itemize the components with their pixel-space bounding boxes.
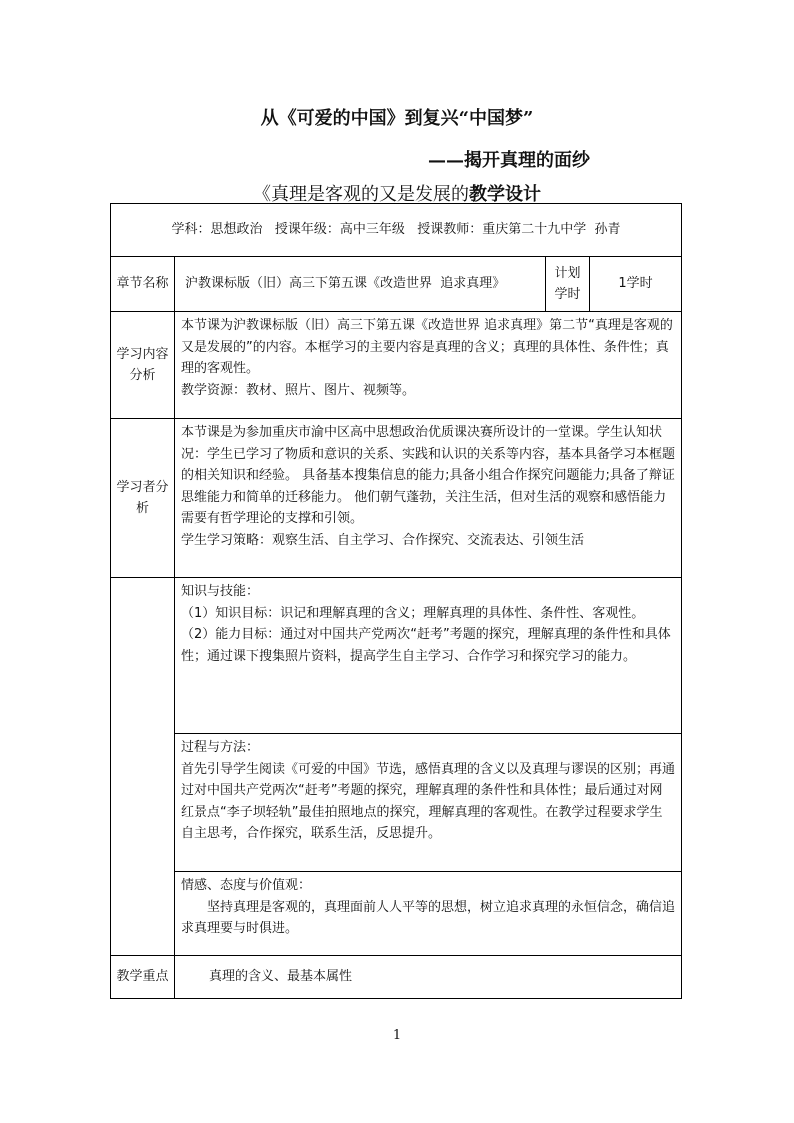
page-number: 1 bbox=[392, 1028, 402, 1043]
learner-strategy-text: 学生学习策略：观察生活、自主学习、合作探究、交流表达、引领生活 bbox=[181, 532, 585, 548]
focus-label: 教学重点 bbox=[111, 956, 175, 998]
info-row bbox=[111, 204, 681, 257]
lesson-title-text: 《真理是客观的又是发展的 bbox=[253, 184, 469, 205]
process-block bbox=[175, 734, 681, 872]
knowledge-objective-1: （1）知识目标：识记和理解真理的含义；理解真理的具体性、条件性、客观性。 bbox=[181, 605, 645, 621]
plan-hours-label: 计划学时 bbox=[546, 257, 590, 311]
learner-analysis-cell bbox=[175, 419, 681, 577]
knowledge-objective-2: （2）能力目标：通过对中国共产党两次“赶考”考题的探究，理解真理的条件性和具体性；通过课下搜集照片资料，提高学生自主学习、合作学习和探究学习的能力。 bbox=[181, 627, 671, 664]
objectives-label bbox=[111, 578, 175, 955]
chapter-label: 章节名称 bbox=[111, 257, 175, 311]
learner-analysis-row bbox=[111, 419, 681, 578]
emotion-title: 情感、态度与价值观： bbox=[181, 878, 312, 893]
chapter-row bbox=[111, 257, 681, 312]
knowledge-title: 知识与技能： bbox=[181, 584, 260, 599]
learner-analysis-label: 学习者分析 bbox=[111, 419, 175, 577]
emotion-text: 坚持真理是客观的，真理面前人人平等的思想，树立追求真理的永恒信念，确信追求真理要与时俱进。 bbox=[181, 899, 676, 936]
chapter-value: 沪教课标版（旧）高三下第五课《改造世界 追求真理》 bbox=[175, 257, 546, 311]
content-analysis-resources: 教学资源：教材、照片、图片、视频等。 bbox=[181, 382, 416, 398]
emotion-block bbox=[175, 872, 681, 955]
objectives-row bbox=[111, 578, 681, 956]
info-text: 学科：思想政治 授课年级：高中三年级 授课教师：重庆第二十九中学 孙青 bbox=[171, 222, 621, 238]
process-title: 过程与方法： bbox=[181, 740, 260, 755]
document-title: 从《可爱的中国》到复兴“中国梦” bbox=[260, 108, 534, 129]
document-subtitle: ——揭开真理的面纱 bbox=[428, 150, 590, 171]
content-analysis-text: 本节课为沪教课标版（旧）高三下第五课《改造世界 追求真理》第二节“真理是客观的又是发展的”的内容。本框学习的主要内容是真理的含义；真理的具体性、条件性；真理的客观性。 bbox=[181, 318, 673, 376]
content-analysis-row bbox=[111, 312, 681, 419]
lesson-title-bold: 教学设计 bbox=[469, 184, 541, 205]
focus-row bbox=[111, 956, 681, 999]
content-analysis-label: 学习内容分析 bbox=[111, 312, 175, 418]
knowledge-block bbox=[175, 578, 681, 734]
objectives-cell bbox=[175, 578, 681, 955]
lesson-plan-table bbox=[110, 203, 682, 999]
learner-analysis-text: 本节课是为参加重庆市渝中区高中思想政治优质课决赛所设计的一堂课。学生认知状况：学生已学习了物质和意识的关系、实践和认识的关系等内容，基本具备学习本框题的相关知识和经验。 具备基本搜集信息的能力;具备小组合作探究问题能力;具备了辩证思维能力和简单的迁移能力。 他们朝气蓬勃，关注生活，但对生活的观察和感悟能力需要有哲学理论的支撑和引领。 bbox=[181, 425, 676, 526]
content-analysis-cell bbox=[175, 312, 681, 418]
focus-value: 真理的含义、最基本属性 bbox=[209, 969, 353, 985]
process-text: 首先引导学生阅读《可爱的中国》节选，感悟真理的含义以及真理与谬误的区别；再通过对中国共产党两次“赶考”考题的探究，理解真理的条件性和具体性；最后通过对网红景点“李子坝轻轨”最佳拍照地点的探究，理解真理的客观性。在教学过程要求学生自主思考，合作探究，联系生活，反思提升。 bbox=[181, 761, 676, 841]
plan-hours-value: 1学时 bbox=[618, 276, 653, 292]
